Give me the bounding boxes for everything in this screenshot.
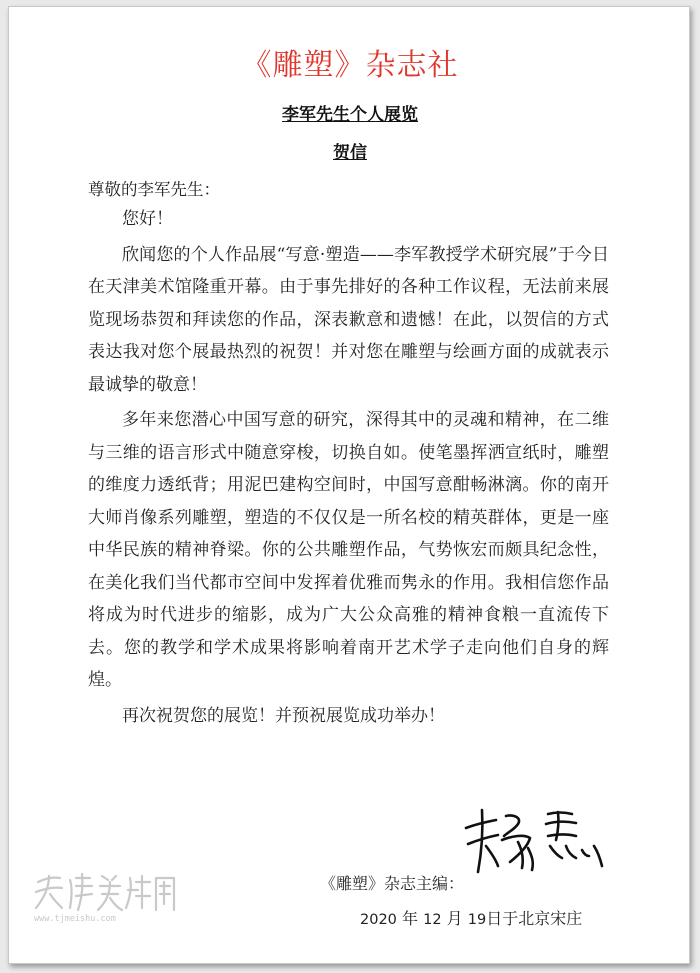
date-day: 19 — [467, 912, 487, 928]
date-month-unit: 月 — [446, 909, 463, 928]
date-month: 12 — [423, 912, 442, 928]
salutation: 尊敬的李军先生： — [88, 180, 220, 199]
letter-body — [88, 203, 609, 735]
letter-title: 贺信 — [333, 143, 367, 163]
paragraph-congratulation: 欣闻您的个人作品展“写意·塑造——李军教授学术研究展”于今日在天津美术馆隆重开幕。由于事先排好的各种工作议程，无法前来展览现场恭贺和拜读您的作品，深表歉意和遗憾！在此，以贺信的方式表达我对您个展最热烈的祝贺！并对您在雕塑与绘画方面的成就表示最诚挚的敬意！ — [88, 244, 609, 395]
date-year: 2020 — [360, 912, 397, 928]
date-place-line — [360, 906, 582, 929]
watermark-url: www.tjmeishu.com — [34, 914, 116, 924]
exhibition-title: 李军先生个人展览 — [282, 105, 418, 125]
site-watermark-logo — [32, 868, 182, 924]
editor-signature-label: 《雕塑》杂志主编： — [320, 874, 465, 893]
masthead-title: 《雕塑》杂志社 — [241, 48, 459, 83]
paragraph-closing-wish: 再次祝贺您的展览！并预祝展览成功举办！ — [122, 705, 445, 726]
paragraph-praise: 多年来您潜心中国写意的研究，深得其中的灵魂和精神，在二维与三维的语言形式中随意穿梭，切换自如。使笔墨挥洒宣纸时，雕塑的维度力透纸背；用泥巴建构空间时，中国写意酣畅淋漓。你的南开大师肖像系列雕塑，塑造的不仅仅是一所名校的精英群体，更是一座中华民族的精神脊梁。你的公共雕塑作品，气势恢宏而颇具纪念性，在美化我们当代都市空间中发挥着优雅而隽永的作用。我相信您作品将成为时代进步的缩影，成为广大公众高雅的精神食粮一直流传下去。您的教学和学术成果将影响着南开艺术学子走向他们自身的辉煌。 — [88, 410, 609, 690]
date-day-place: 日于北京宋庄 — [486, 909, 583, 928]
handwritten-signature — [462, 806, 612, 876]
paragraph-greeting: 您好！ — [122, 209, 173, 229]
date-year-unit: 年 — [402, 909, 419, 928]
